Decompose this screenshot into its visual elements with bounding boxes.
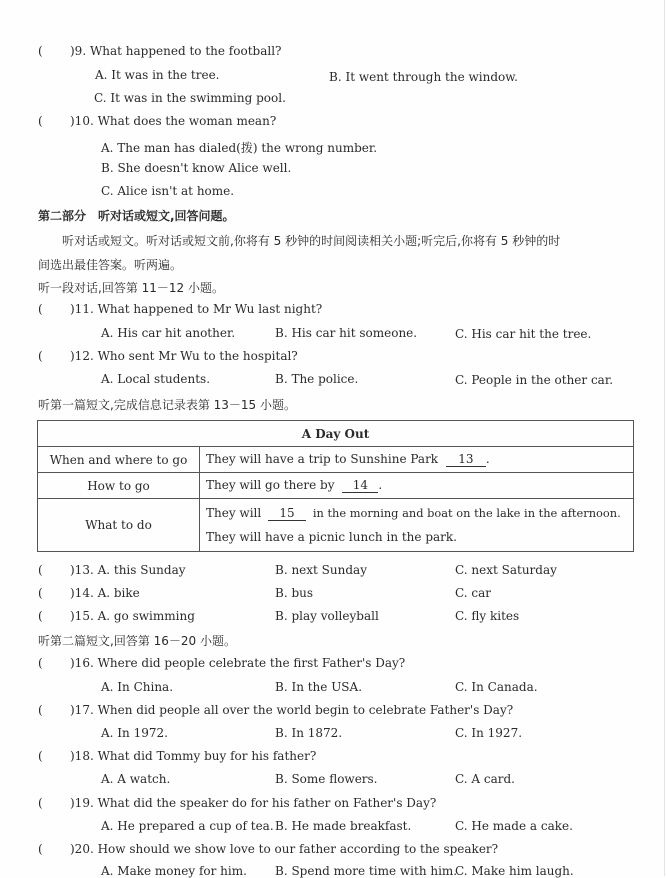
row-content bbox=[200, 473, 634, 499]
info-record-table bbox=[37, 420, 634, 552]
row-text: They will bbox=[206, 506, 262, 520]
question-text: )15. A. go swimming bbox=[70, 609, 195, 623]
option-c: C. He made a cake. bbox=[455, 819, 573, 833]
answer-blank[interactable]: ( bbox=[38, 349, 43, 363]
option-b: B. play volleyball bbox=[275, 609, 379, 623]
question-text: )17. When did people all over the world begin to celebrate Father's Day? bbox=[70, 703, 514, 717]
answer-blank[interactable]: ( bbox=[38, 749, 43, 763]
table-row bbox=[38, 447, 634, 473]
fill-blank-14[interactable]: 14 bbox=[342, 478, 378, 493]
fill-blank-13[interactable]: 13 bbox=[446, 452, 486, 467]
option-b: B. The police. bbox=[275, 372, 359, 386]
fill-blank-15[interactable]: 15 bbox=[268, 506, 306, 521]
option-c: C. In 1927. bbox=[455, 726, 523, 740]
option-b: B. Spend more time with him. bbox=[275, 864, 458, 878]
row-text: in the morning and boat on the lake in the afternoon. bbox=[312, 506, 621, 520]
subsection-instruction: 听一段对话,回答第 11－12 小题。 bbox=[38, 281, 224, 295]
option-c: C. car bbox=[455, 586, 491, 600]
option-a: A. Local students. bbox=[101, 372, 211, 386]
option-c: C. Make him laugh. bbox=[455, 864, 574, 878]
row-text: They will have a trip to Sunshine Park bbox=[206, 452, 439, 466]
question-text: )12. Who sent Mr Wu to the hospital? bbox=[70, 349, 298, 363]
question-text: )20. How should we show love to our father according to the speaker? bbox=[70, 842, 499, 856]
option-b: B. Some flowers. bbox=[275, 772, 378, 786]
option-a: A. Make money for him. bbox=[101, 864, 247, 878]
question-text: )11. What happened to Mr Wu last night? bbox=[70, 302, 323, 316]
option-a: A. A watch. bbox=[101, 772, 171, 786]
question-text: )18. What did Tommy buy for his father? bbox=[70, 749, 317, 763]
option-c: C. It was in the swimming pool. bbox=[94, 91, 286, 105]
row-text: They will go there by bbox=[206, 478, 335, 492]
option-a: A. He prepared a cup of tea. bbox=[101, 819, 274, 833]
subsection-instruction: 听第一篇短文,完成信息记录表第 13－15 小题。 bbox=[38, 398, 296, 412]
answer-blank[interactable]: ( bbox=[38, 656, 43, 670]
page-edge bbox=[664, 0, 665, 876]
answer-blank[interactable]: ( bbox=[38, 842, 43, 856]
row-label: How to go bbox=[38, 473, 200, 499]
option-c: C. fly kites bbox=[455, 609, 520, 623]
question-text: )10. What does the woman mean? bbox=[70, 114, 277, 128]
option-b: B. It went through the window. bbox=[329, 70, 518, 84]
section-heading: 第二部分 听对话或短文,回答问题。 bbox=[38, 209, 235, 223]
option-b: B. next Sunday bbox=[275, 563, 367, 577]
option-c: C. In Canada. bbox=[455, 680, 538, 694]
option-b: B. bus bbox=[275, 586, 314, 600]
question-text: )14. A. bike bbox=[70, 586, 140, 600]
row-punct: . bbox=[485, 452, 490, 466]
option-c: C. Alice isn't at home. bbox=[101, 184, 235, 198]
answer-blank[interactable]: ( bbox=[38, 302, 43, 316]
row-label: What to do bbox=[38, 499, 200, 552]
option-a: A. In China. bbox=[101, 680, 174, 694]
option-a: A. It was in the tree. bbox=[95, 68, 220, 82]
answer-blank[interactable]: ( bbox=[38, 586, 43, 600]
question-text: )19. What did the speaker do for his father on Father's Day? bbox=[70, 796, 437, 810]
instructions-line-2: 间选出最佳答案。听两遍。 bbox=[38, 258, 183, 272]
option-a: A. The man has dialed(拨) the wrong number. bbox=[101, 141, 378, 155]
option-a: A. His car hit another. bbox=[101, 326, 236, 340]
option-c: C. His car hit the tree. bbox=[455, 327, 592, 341]
answer-blank[interactable]: ( bbox=[38, 563, 43, 577]
table-row bbox=[38, 499, 634, 552]
option-b: B. In 1872. bbox=[275, 726, 343, 740]
row-content bbox=[200, 447, 634, 473]
table-title: A Day Out bbox=[38, 421, 634, 447]
table-row bbox=[38, 473, 634, 499]
question-text: )13. A. this Sunday bbox=[70, 563, 186, 577]
row-content bbox=[200, 499, 634, 552]
answer-blank[interactable]: ( bbox=[38, 44, 43, 58]
option-c: C. People in the other car. bbox=[455, 373, 614, 387]
answer-blank[interactable]: ( bbox=[38, 609, 43, 623]
option-b: B. In the USA. bbox=[275, 680, 363, 694]
answer-blank[interactable]: ( bbox=[38, 114, 43, 128]
option-b: B. His car hit someone. bbox=[275, 326, 418, 340]
option-c: C. next Saturday bbox=[455, 563, 557, 577]
row-text-line-2: They will have a picnic lunch in the park. bbox=[206, 530, 457, 544]
option-a: A. In 1972. bbox=[101, 726, 168, 740]
subsection-instruction: 听第二篇短文,回答第 16－20 小题。 bbox=[38, 634, 236, 648]
question-text: )9. What happened to the football? bbox=[70, 44, 282, 58]
option-b: B. She doesn't know Alice well. bbox=[101, 161, 292, 175]
question-text: )16. Where did people celebrate the first Father's Day? bbox=[70, 656, 406, 670]
option-c: C. A card. bbox=[455, 772, 515, 786]
instructions-line-1: 听对话或短文。听对话或短文前,你将有 5 秒钟的时间阅读相关小题;听完后,你将有 5 秒钟的时 bbox=[62, 234, 561, 248]
answer-blank[interactable]: ( bbox=[38, 703, 43, 717]
answer-blank[interactable]: ( bbox=[38, 796, 43, 810]
row-label: When and where to go bbox=[38, 447, 200, 473]
option-b: B. He made breakfast. bbox=[275, 819, 412, 833]
row-punct: . bbox=[378, 478, 383, 492]
